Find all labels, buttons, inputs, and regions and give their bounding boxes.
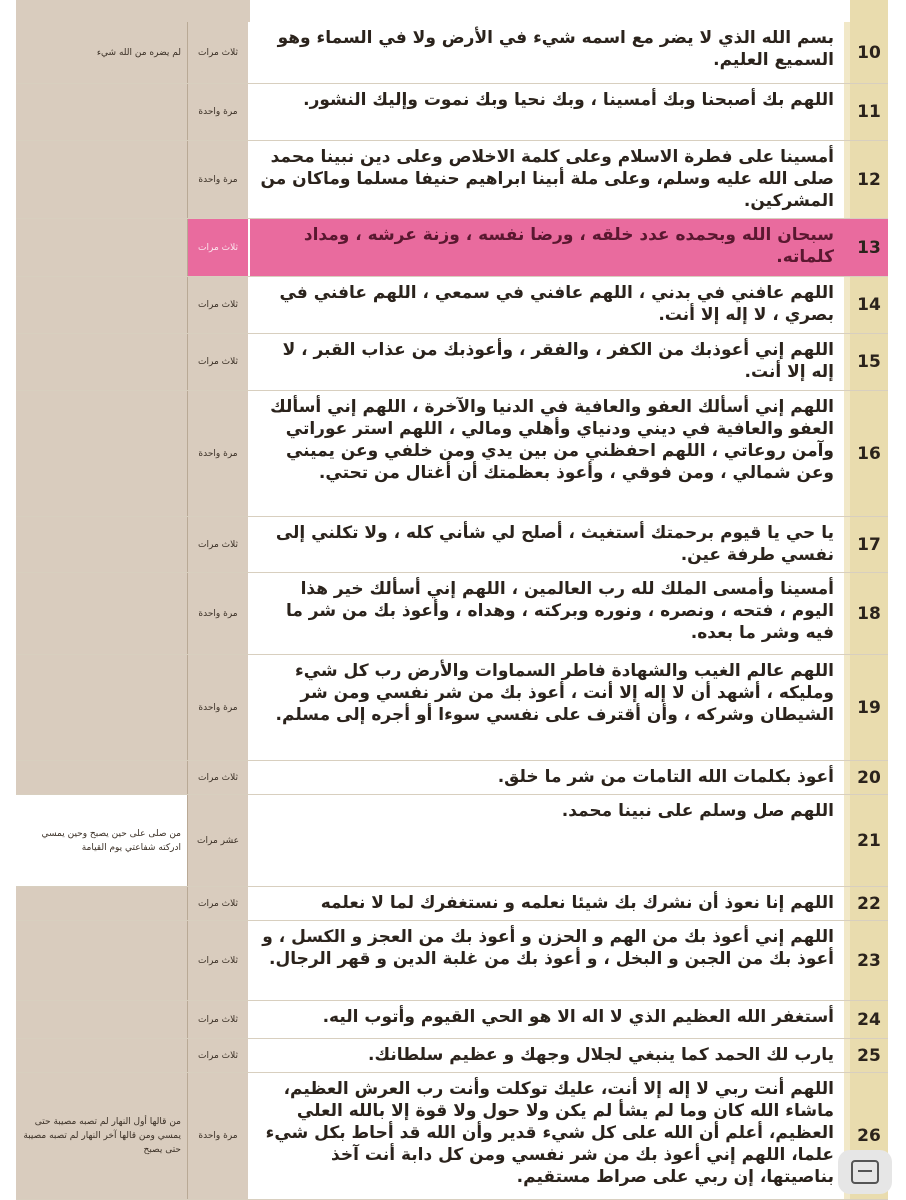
scan-icon bbox=[851, 1160, 879, 1184]
dhikr-text: أعوذ بكلمات الله التامات من شر ما خلق. bbox=[250, 761, 850, 794]
table-row bbox=[16, 573, 888, 655]
dhikr-text: اللهم عافني في بدني ، اللهم عافني في سمعي ، اللهم عافني في بصري ، لا إله إلا أنت. bbox=[250, 277, 850, 333]
table-row bbox=[16, 655, 888, 761]
row-number: 16 bbox=[850, 391, 888, 516]
dhikr-text: أستغفر الله العظيم الذي لا اله الا هو الحي القيوم وأتوب اليه. bbox=[250, 1001, 850, 1038]
benefit-cell bbox=[16, 391, 188, 516]
table-row bbox=[16, 277, 888, 334]
dhikr-text: اللهم بك أصبحنا وبك أمسينا ، وبك نحيا وبك نموت وإليك النشور. bbox=[250, 84, 850, 140]
row-number: 10 bbox=[850, 22, 888, 83]
benefit-cell bbox=[16, 1039, 188, 1072]
row-number: 21 bbox=[850, 795, 888, 886]
strip-count-cell bbox=[188, 0, 250, 22]
count-cell: ثلاث مرات bbox=[188, 1039, 250, 1072]
dhikr-text: اللهم إني أعوذبك من الكفر ، والفقر ، وأعوذبك من عذاب القبر ، لا إله إلا أنت. bbox=[250, 334, 850, 390]
count-cell: مرة واحدة bbox=[188, 141, 250, 218]
strip-benefit-cell bbox=[16, 0, 188, 22]
benefit-cell bbox=[16, 655, 188, 760]
strip-num-cell bbox=[850, 0, 888, 22]
dhikr-text: اللهم صل وسلم على نبينا محمد. bbox=[250, 795, 850, 886]
benefit-cell bbox=[16, 1001, 188, 1038]
dhikr-text: أمسينا على فطرة الاسلام وعلى كلمة الاخلاص وعلى دين نبينا محمد صلى الله عليه وسلم، وعلى ملة أبينا ابراهيم حنيفا مسلما وماكان من المشركين. bbox=[250, 141, 850, 218]
table-row bbox=[16, 1073, 888, 1200]
count-cell: مرة واحدة bbox=[188, 573, 250, 654]
count-cell: ثلاث مرات bbox=[188, 1001, 250, 1038]
benefit-cell bbox=[16, 921, 188, 1000]
row-number: 13 bbox=[850, 219, 888, 276]
count-cell: مرة واحدة bbox=[188, 391, 250, 516]
count-cell: ثلاث مرات bbox=[188, 887, 250, 920]
row-number: 26 bbox=[850, 1073, 888, 1199]
table-row bbox=[16, 84, 888, 141]
dhikr-text: اللهم عالم الغيب والشهادة فاطر السماوات والأرض رب كل شيء ومليكه ، أشهد أن لا إله إلا أنت ، أعوذ بك من شر نفسي ومن شر الشيطان وشركه ، وأن أقترف على نفسي سوءا أو أجره إلى مسلم. bbox=[250, 655, 850, 760]
benefit-cell bbox=[16, 761, 188, 794]
count-cell: مرة واحدة bbox=[188, 1073, 250, 1199]
benefit-cell bbox=[16, 887, 188, 920]
dhikr-text: اللهم أنت ربي لا إله إلا أنت، عليك توكلت وأنت رب العرش العظيم، ماشاء الله كان وما لم يشأ لم يكن ولا حول ولا قوة إلا بالله العلي العظيم، أعلم أن الله على كل شيء قدير وأن الله قد أحاط بكل شيء علما، اللهم إني أعوذ بك من شر نفسي ومن كل دابة أنت آخذ بناصيتها، إن ربي على صراط مستقيم. bbox=[250, 1073, 850, 1199]
table-row bbox=[16, 921, 888, 1001]
benefit-cell bbox=[16, 334, 188, 390]
count-cell: ثلاث مرات bbox=[188, 921, 250, 1000]
count-cell: ثلاث مرات bbox=[188, 277, 250, 333]
row-number: 11 bbox=[850, 84, 888, 140]
row-number: 17 bbox=[850, 517, 888, 572]
row-number: 19 bbox=[850, 655, 888, 760]
table-row bbox=[16, 795, 888, 887]
row-number: 23 bbox=[850, 921, 888, 1000]
count-cell: ثلاث مرات bbox=[188, 761, 250, 794]
table-row bbox=[16, 761, 888, 795]
row-number: 20 bbox=[850, 761, 888, 794]
dhikr-text: سبحان الله وبحمده عدد خلقه ، ورضا نفسه ، وزنة عرشه ، ومداد كلماته. bbox=[250, 219, 850, 276]
row-number: 22 bbox=[850, 887, 888, 920]
row-number: 25 bbox=[850, 1039, 888, 1072]
benefit-cell bbox=[16, 517, 188, 572]
benefit-cell bbox=[16, 84, 188, 140]
table-row bbox=[16, 22, 888, 84]
dhikr-text: يارب لك الحمد كما ينبغي لجلال وجهك و عظيم سلطانك. bbox=[250, 1039, 850, 1072]
table-row bbox=[16, 1001, 888, 1039]
count-cell: مرة واحدة bbox=[188, 655, 250, 760]
row-number: 12 bbox=[850, 141, 888, 218]
table-row bbox=[16, 391, 888, 517]
top-strip bbox=[16, 0, 888, 22]
count-cell: ثلاث مرات bbox=[188, 334, 250, 390]
benefit-cell bbox=[16, 219, 188, 276]
row-number: 14 bbox=[850, 277, 888, 333]
row-number: 18 bbox=[850, 573, 888, 654]
benefit-cell bbox=[16, 573, 188, 654]
count-cell: مرة واحدة bbox=[188, 84, 250, 140]
count-cell: ثلاث مرات bbox=[188, 22, 250, 83]
benefit-cell: من صلى على حين يصبح وحين يمسي ادركته شفاعتي يوم القيامة bbox=[16, 795, 188, 886]
row-number: 24 bbox=[850, 1001, 888, 1038]
dhikr-text: أمسينا وأمسى الملك لله رب العالمين ، اللهم إني أسألك خير هذا اليوم ، فتحه ، ونصره ، ونوره وبركته ، وهداه ، وأعوذ بك من شر ما فيه وشر ما بعده. bbox=[250, 573, 850, 654]
table-row bbox=[16, 887, 888, 921]
dhikr-text: اللهم إني أعوذ بك من الهم و الحزن و أعوذ بك من العجز و الكسل ، و أعوذ بك من الجبن و البخل ، و أعوذ بك من غلبة الدين و قهر الرجال. bbox=[250, 921, 850, 1000]
dhikr-text: اللهم إنا نعوذ أن نشرك بك شيئا نعلمه و نستغفرك لما لا نعلمه bbox=[250, 887, 850, 920]
scan-button[interactable] bbox=[838, 1150, 892, 1194]
table-row bbox=[16, 334, 888, 391]
table-row bbox=[16, 517, 888, 573]
table-row bbox=[16, 141, 888, 219]
benefit-cell bbox=[16, 277, 188, 333]
table-row-highlighted bbox=[16, 219, 888, 277]
benefit-cell bbox=[16, 141, 188, 218]
row-number: 15 bbox=[850, 334, 888, 390]
count-cell: ثلاث مرات bbox=[188, 517, 250, 572]
dhikr-text: بسم الله الذي لا يضر مع اسمه شيء في الأرض ولا في السماء وهو السميع العليم. bbox=[250, 22, 850, 83]
table-row bbox=[16, 1039, 888, 1073]
count-cell: ثلاث مرات bbox=[188, 219, 250, 276]
benefit-cell: لم يضره من الله شيء bbox=[16, 22, 188, 83]
benefit-cell: من قالها أول النهار لم تصبه مصيبة حتى يمسي ومن قالها آخر النهار لم تصبه مصيبة حتى يصبح bbox=[16, 1073, 188, 1199]
dhikr-text: يا حي يا قيوم برحمتك أستغيث ، أصلح لي شأني كله ، ولا تكلني إلى نفسي طرفة عين. bbox=[250, 517, 850, 572]
count-cell: عشر مرات bbox=[188, 795, 250, 886]
dhikr-text: اللهم إني أسألك العفو والعافية في الدنيا والآخرة ، اللهم إني أسألك العفو والعافية في ديني ودنياي وأهلي ومالي ، اللهم استر عوراتي وآمن روعاتي ، اللهم احفظني من بين يدي ومن خلفي وعن يميني وعن شمالي ، ومن فوقي ، وأعوذ بعظمتك أن أغتال من تحتي. bbox=[250, 391, 850, 516]
